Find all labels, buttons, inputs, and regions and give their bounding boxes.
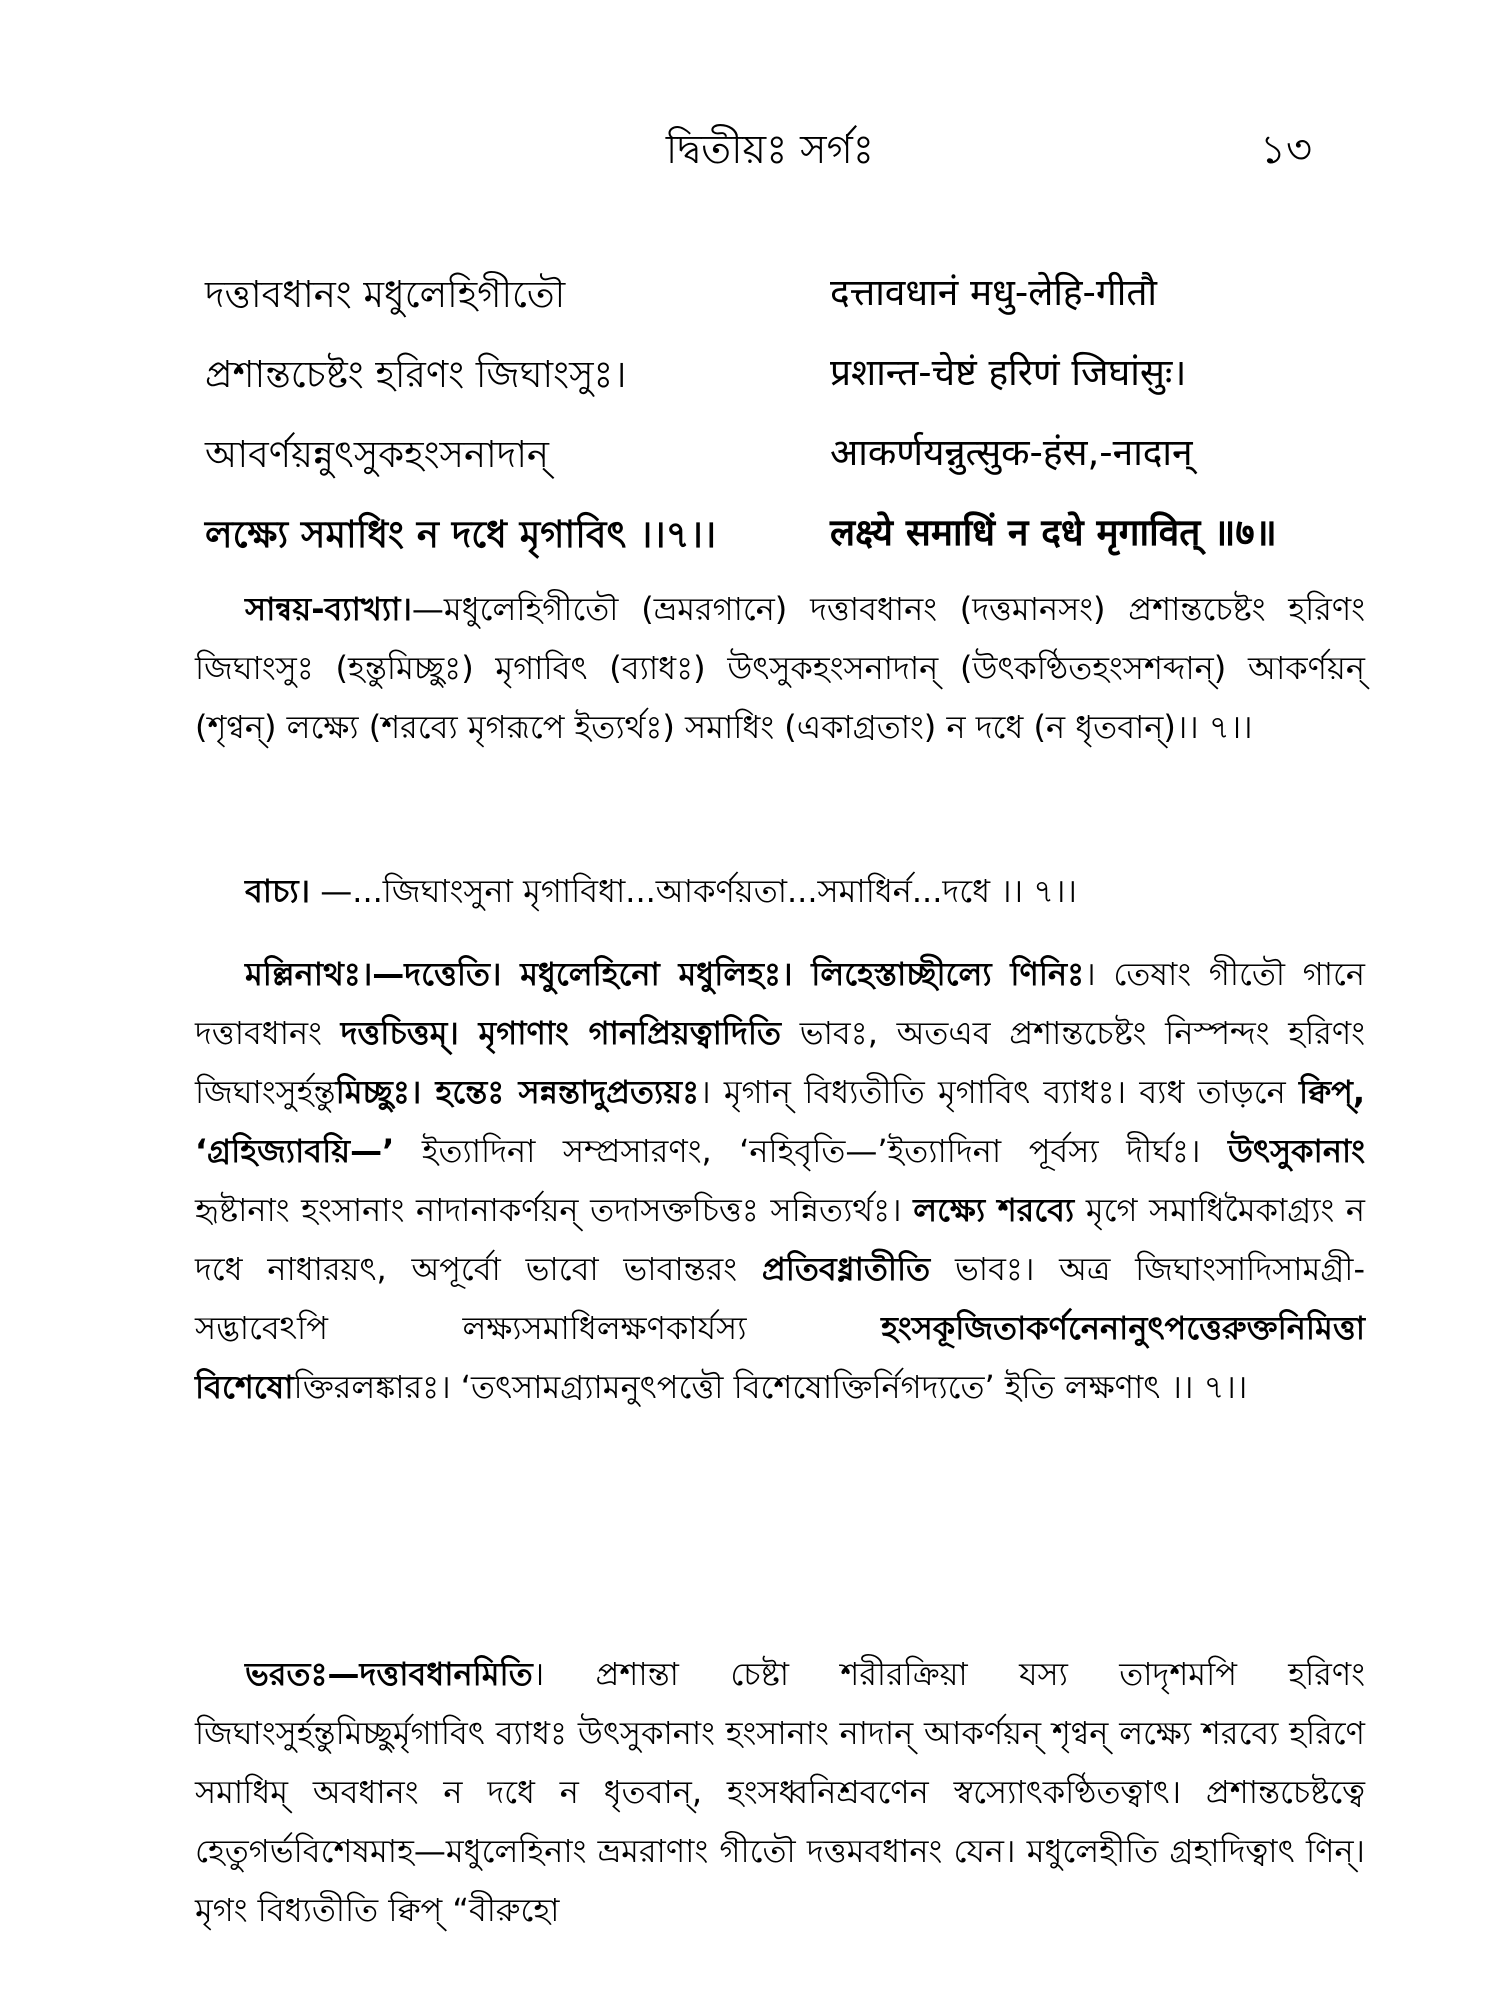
- text-segment: ক্তিরলঙ্কারঃ। ‘তৎসামগ্র্যামনুৎপত্তৌ বিশেষোক্তির্নিগদ্যতে’ ইতি লক্ষণাৎ ।। ৭।।: [293, 1368, 1248, 1406]
- anvaya-label: সান্বয়-ব্যাখ্যা।: [245, 590, 412, 628]
- anvaya-paragraph: [195, 580, 1365, 757]
- verse-devanagari: लक्ष्ये समाधिं न दधे मृगावित् ॥७॥: [830, 511, 1277, 554]
- text-segment: হৃষ্টানাং হংসানাং নাদানাকর্ণয়ন্ তদাসক্তচিত্তঃ সন্নিত্যর্থঃ।: [195, 1191, 914, 1229]
- text-segment: ভাবঃ, অতএব প্রশান্তচেষ্টং নিস্পন্দং হরিণং জিঘাংসুর্হন্তু: [195, 1014, 1365, 1111]
- verse-line: [0, 345, 1500, 425]
- verse-bengali: প্রশান্তচেষ্টং হরিণং জিঘাংসুঃ।: [205, 353, 627, 396]
- mallinatha-commentary: [195, 945, 1365, 1417]
- running-header: [0, 118, 1500, 188]
- page-number: ১৩: [1260, 127, 1312, 173]
- verse-block: [0, 265, 1500, 585]
- bold-segment: ক্বিপ্, ‘গ্রহিজ্যাবয়ি—’: [195, 1073, 1365, 1170]
- chapter-title: দ্বিতীয়ঃ সর্গঃ: [665, 127, 875, 173]
- text-segment: ভাবঃ। অত্র জিঘাংসাদিসামগ্রী-সদ্ভাবেঽপি লক্ষ্যসমাধিলক্ষণকার্যস্য: [195, 1250, 1365, 1347]
- vachya-paragraph: [195, 862, 1365, 921]
- verse-line: [0, 505, 1500, 585]
- verse-bengali: আবর্ণয়ন্নুৎসুকহংসনাদান্: [205, 433, 550, 476]
- verse-bengali: লক্ষ্যে সমাধিং ন দধে মৃগাবিৎ ।।৭।।: [205, 513, 717, 556]
- bold-segment: উৎসুকানাং: [1228, 1132, 1365, 1170]
- verse-line: [0, 265, 1500, 345]
- mallinatha-body: [195, 955, 1365, 1406]
- verse-devanagari: प्रशान्त-चेष्टं हरिणं जिघांसुः।: [830, 351, 1187, 394]
- bharata-commentary: [195, 1645, 1365, 1940]
- verse-devanagari: दत्तावधानं मधु-लेहि-गीतौ: [830, 271, 1157, 314]
- bold-segment: —দত্তাবধানমিতি: [327, 1655, 533, 1693]
- text-segment: । প্রশান্তা চেষ্টা শরীরক্রিয়া যস্য তাদৃশমপি হরিণং জিঘাংসুর্হন্তুমিচ্ছুর্মৃগাবিৎ ব্যাধঃ উৎসুকানাং হংসানাং নাদান্ আকর্ণয়ন্ শৃণ্বন্ লক্ষ্যে শরব্যে হরিণে সমাধিম্ অবধানং ন দধে ন ধৃতবান্, হংসধ্বনিশ্রবণেন স্বস্যোৎকণ্ঠিতত্বাৎ। প্রশান্তচেষ্টত্বে হেতুগর্ভবিশেষমাহ—মধুলেহিনাং ভ্রমরাণাং গীতৌ দত্তমবধানং যেন। মধুলেহীতি গ্রহাদিত্বাৎ ণিন্। মৃগং বিধ্যতীতি ক্বিপ্ “বীরুহো: [195, 1655, 1365, 1929]
- bharata-body: [195, 1655, 1365, 1929]
- bold-segment: দত্তচিত্তম্। মৃগাণাং গানপ্রিয়ত্বাদিতি: [340, 1014, 782, 1052]
- bold-segment: মিচ্ছুঃ। হন্তেঃ সন্নন্তাদুপ্রত্যয়ঃ: [335, 1073, 700, 1111]
- verse-bengali: দত্তাবধানং মধুলেহিগীতৌ: [205, 273, 566, 316]
- text-segment: । মৃগান্ বিধ্যতীতি মৃগাবিৎ ব্যাধঃ। ব্যধ তাড়নে: [699, 1073, 1299, 1111]
- bold-segment: লক্ষ্যে শরব্যে: [913, 1191, 1075, 1229]
- anvaya-text: —মধুলেহিগীতৌ (ভ্রমরগানে) দত্তাবধানং (দত্তমানসং) প্রশান্তচেষ্টং হরিণং জিঘাংসুঃ (হন্তুমিচ্ছুঃ) মৃগাবিৎ (ব্যাধঃ) উৎসুকহংসনাদান্ (উৎকণ্ঠিতহংসশব্দান্) আকর্ণয়ন্ (শৃণ্বন্) লক্ষ্যে (শরব্যে মৃগরূপে ইত্যর্থঃ) সমাধিং (একাগ্রতাং) ন দধে (ন ধৃতবান্)।। ৭।।: [195, 590, 1365, 746]
- text-segment: । তেষাং গীতৌ গানে দত্তাবধানং: [195, 955, 1365, 1052]
- bharata-label: ভরতঃ: [245, 1655, 328, 1693]
- vachya-label: বাচ্য।: [245, 872, 311, 910]
- verse-devanagari: आकर्णयन्नुत्सुक-हंस,-नादान्: [830, 431, 1193, 474]
- vachya-text: —...জিঘাংসুনা মৃগাবিধা...আকর্ণয়তা...সমাধির্ন...দধে ।। ৭।।: [310, 872, 1077, 910]
- bold-segment: প্রতিবধ্নাতীতি: [761, 1250, 931, 1288]
- bold-segment: —দত্তেতি। মধুলেহিনো মধুলিহঃ। লিহেস্তাচ্ছীল্যে ণিনিঃ: [372, 955, 1085, 993]
- mallinatha-label: মল্লিনাথঃ।: [245, 955, 373, 993]
- text-segment: ইত্যাদিনা সম্প্রসারণং, ‘নহিবৃতি—’ইত্যাদিনা পূর্বস্য দীর্ঘঃ।: [394, 1132, 1228, 1170]
- verse-line: [0, 425, 1500, 505]
- text-segment: মৃগে সমাধিমৈকাগ্র্যং ন দধে নাধারয়ৎ, অপূর্বো ভাবো ভাবান্তরং: [195, 1191, 1366, 1288]
- bold-segment: হংসকূজিতাকর্ণনেনানুৎপত্তেরুক্তনিমিত্তা বিশেষো: [195, 1309, 1365, 1406]
